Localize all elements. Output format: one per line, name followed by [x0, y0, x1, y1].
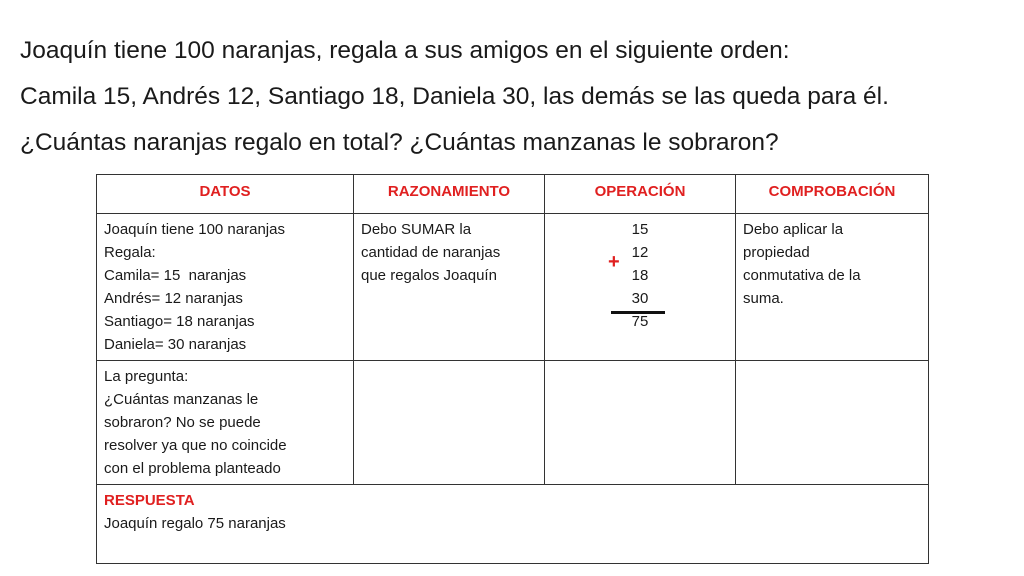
header-razonamiento: RAZONAMIENTO — [354, 175, 545, 214]
problem-statement — [20, 28, 1010, 166]
empty-cell — [545, 361, 736, 485]
datos-cell — [97, 214, 354, 361]
header-row — [97, 175, 929, 214]
pregunta-line: ¿Cuántas manzanas le — [104, 391, 259, 408]
header-operacion: OPERACIÓN — [545, 175, 736, 214]
sum-line — [611, 311, 665, 314]
problem-line-2: Camila 15, Andrés 12, Santiago 18, Daniela 30, las demás se las queda para él. — [20, 83, 889, 110]
datos-line: Santiago= 18 naranjas — [104, 313, 255, 330]
razonamiento-line: que regalos Joaquín — [361, 267, 497, 284]
addend: 18 — [631, 267, 649, 284]
comprobacion-cell — [736, 214, 929, 361]
comprobacion-line: suma. — [743, 290, 784, 307]
datos-line: Regala: — [104, 244, 156, 261]
operacion-cell — [545, 214, 736, 361]
pregunta-line: sobraron? No se puede — [104, 414, 261, 431]
respuesta-cell — [97, 485, 929, 564]
respuesta-text: Joaquín regalo 75 naranjas — [104, 515, 286, 532]
problem-solving-table — [96, 174, 929, 564]
razonamiento-cell — [354, 214, 545, 361]
addend: 12 — [631, 244, 649, 261]
comprobacion-line: conmutativa de la — [743, 267, 861, 284]
datos-line: Joaquín tiene 100 naranjas — [104, 221, 285, 238]
pregunta-line: La pregunta: — [104, 368, 189, 385]
problem-line-3: ¿Cuántas naranjas regalo en total? ¿Cuántas manzanas le sobraron? — [20, 129, 779, 156]
comprobacion-line: Debo aplicar la — [743, 221, 844, 238]
table-row-data — [97, 214, 929, 361]
razonamiento-line: Debo SUMAR la — [361, 221, 472, 238]
plus-sign: + — [608, 251, 620, 273]
empty-cell — [354, 361, 545, 485]
datos-line: Camila= 15 naranjas — [104, 267, 247, 284]
empty-cell — [736, 361, 929, 485]
razonamiento-line: cantidad de naranjas — [361, 244, 501, 261]
problem-line-1: Joaquín tiene 100 naranjas, regala a sus amigos en el siguiente orden: — [20, 37, 790, 64]
comprobacion-line: propiedad — [743, 244, 810, 261]
header-comprobacion: COMPROBACIÓN — [736, 175, 929, 214]
pregunta-line: con el problema planteado — [104, 460, 281, 477]
table-row-question — [97, 361, 929, 485]
addition-stack — [545, 218, 735, 333]
addend: 15 — [631, 221, 649, 238]
datos-line: Daniela= 30 naranjas — [104, 336, 247, 353]
addend: 30 — [631, 290, 649, 307]
datos-line: Andrés= 12 naranjas — [104, 290, 243, 307]
header-datos: DATOS — [97, 175, 354, 214]
sum-result: 75 — [631, 313, 649, 330]
pregunta-cell — [97, 361, 354, 485]
table-row-answer — [97, 485, 929, 564]
respuesta-label: RESPUESTA — [104, 492, 195, 509]
pregunta-line: resolver ya que no coincide — [104, 437, 287, 454]
